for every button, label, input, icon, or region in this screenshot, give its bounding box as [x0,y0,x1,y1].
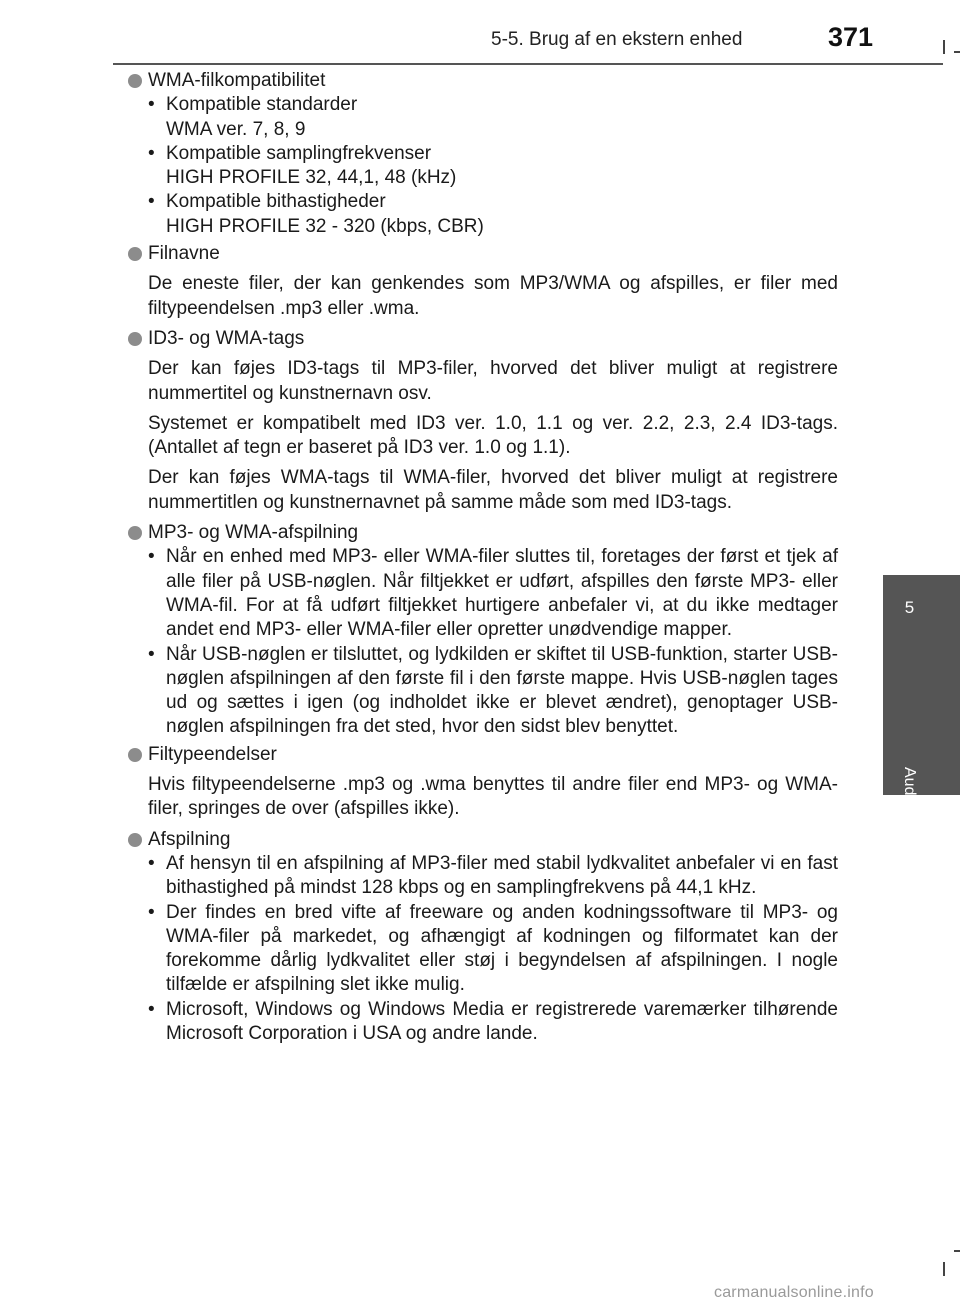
list-item: • Kompatible standarder [128,93,838,117]
list-item-continuation: HIGH PROFILE 32 - 320 (kbps, CBR) [166,215,484,237]
list-item: • Kompatible bithastigheder [128,190,838,214]
list-item-continuation: HIGH PROFILE 32, 44,1, 48 (kHz) [166,167,457,189]
section-heading [128,69,838,93]
circle-bullet-icon [128,526,142,540]
paragraph: Der kan føjes ID3-tags til MP3-filer, hvorved det bliver muligt at registrere nummertitel og kunstnernavn osv. [148,358,838,404]
crop-mark-top-right [943,40,945,54]
crop-mark-right-lower [954,1250,960,1252]
list-item-continuation: WMA ver. 7, 8, 9 [166,118,306,140]
section [128,743,838,822]
chapter-number: 5 [904,598,915,617]
header-rule [113,63,943,65]
circle-bullet-icon [128,74,142,88]
section-heading-text: Afspilning [148,828,231,850]
section [128,828,838,1047]
circle-bullet-icon [128,247,142,261]
section-heading [128,743,838,767]
circle-bullet-icon [128,332,142,346]
circle-bullet-icon [128,748,142,762]
list-item: • Når en enhed med MP3- eller WMA-filer sluttes til, foretages der først et tjek af alle filer på USB-nøglen. Når filtjekket er udført, afspilles den første MP3- eller WMA-fil. For at få udført filtjekket hurtigere anbefaler vi, at du ikke medtager andet end MP3- eller WMA-filer eller opretter unødvendige mapper. [128,545,838,642]
list-item: • Kompatible samplingfrekvenser [128,142,838,166]
crop-mark-bottom-right [943,1262,945,1276]
running-header: 5-5. Brug af en ekstern enhed [491,29,743,50]
paragraph: Systemet er kompatibelt med ID3 ver. 1.0, 1.1 og ver. 2.2, 2.3, 2.4 ID3-tags. (Antallet af tegn er baseret på ID3 ver. 1.0 og 1.1). [148,412,838,459]
section-heading-text: Filnavne [148,243,220,265]
section-heading [128,242,838,266]
section-heading-text: ID3- og WMA-tags [148,327,305,349]
watermark-logo: carmanualsonline.info [714,1284,874,1301]
section-heading [128,828,838,852]
section [128,242,838,321]
list-item: • Når USB-nøglen er tilsluttet, og lydkilden er skiftet til USB-funktion, starter USB-nøglen afspilningen af den første fil i den første mappe. Hvis USB-nøglen tages ud og sættes i igen (og indholdet ikke er blevet ændret), genoptager USB-nøglen afspilningen fra det sted, hvor den sidst blev benyttet. [128,643,838,740]
section-heading-text: Filtypeendelser [148,743,277,765]
section-heading [128,327,838,351]
section-heading-text: MP3- og WMA-afspilning [148,522,359,544]
section [128,69,838,239]
paragraph: Der kan føjes WMA-tags til WMA-filer, hvorved det bliver muligt at registrere nummertitlen og kunstnernavnet på samme måde som med ID3-tags. [148,467,838,513]
list-item: • Microsoft, Windows og Windows Media er registrerede varemærker tilhørende Microsoft Corporation i USA og andre lande. [128,998,838,1047]
chapter-side-tab: 5 Audiosystem [883,575,960,795]
section-heading-text: WMA-filkompatibilitet [148,70,326,91]
list-item: • Der findes en bred vifte af freeware og anden kodningssoftware til MP3- og WMA-filer på markedet, og afhængigt af kodningen og filformatet kan der forekomme dårlig lydkvalitet eller støj i begyndelsen af afspilningen. I nogle tilfælde er afspilning slet ikke mulig. [128,901,838,998]
paragraph: Hvis filtypeendelserne .mp3 og .wma benyttes til andre filer end MP3- og WMA-filer, springes de over (afspilles ikke). [148,774,838,820]
crop-mark-right-upper [954,51,960,53]
section [128,327,838,515]
page-content [128,69,838,1049]
circle-bullet-icon [128,833,142,847]
paragraph: De eneste filer, der kan genkendes som MP3/WMA og afspilles, er filer med filtypeendelsen .mp3 eller .wma. [148,273,838,319]
list-item: • Af hensyn til en afspilning af MP3-filer med stabil lydkvalitet anbefaler vi en fast bithastighed på mindst 128 kbps og en samplingfrekvens på 44,1 kHz. [128,852,838,901]
section [128,521,838,740]
page-number: 371 [828,22,874,52]
section-heading [128,521,838,545]
